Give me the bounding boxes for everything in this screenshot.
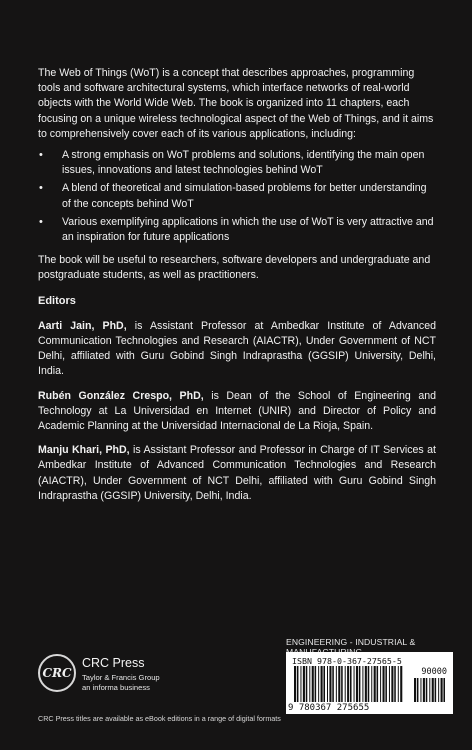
list-item-text: Various exemplifying applications in which the use of WoT is very attractive and an inspiration for future applications: [62, 215, 434, 244]
editor-description: is Assistant Professor at Ambedkar Institute of Advanced Communication Technologies and Research (AIACTR), Under Government of NCT Delhi, affiliated with Guru Gobind Singh Indraprastha (GGSIP) University, Delhi, India.: [38, 319, 436, 378]
editor-name: Rubén González Crespo, PhD,: [38, 389, 204, 402]
bullet-icon: •: [39, 182, 43, 195]
back-cover-text: [38, 66, 436, 513]
editor-name: Manju Khari, PhD,: [38, 444, 130, 457]
editor-name: Aarti Jain, PhD,: [38, 319, 127, 332]
editor-bio: [38, 319, 436, 380]
isbn-barcode: [286, 652, 453, 714]
publisher-informa: an informa business: [82, 683, 150, 692]
editors-heading: Editors: [38, 294, 76, 307]
crc-logo-icon: CRC: [38, 654, 76, 692]
price-code: 90000: [421, 667, 447, 677]
bullet-icon: •: [39, 215, 43, 228]
usefulness-paragraph: The book will be useful to researchers, software developers and undergraduate and postgraduate students, as well as practitioners.: [38, 254, 431, 282]
list-item: [38, 181, 436, 211]
list-item: [38, 215, 436, 245]
subject-category: ENGINEERING - INDUSTRIAL &: [286, 637, 416, 647]
publisher-group: Taylor & Francis Group: [82, 673, 160, 682]
intro-paragraph: The Web of Things (WoT) is a concept that describes approaches, programming tools and software architectural systems, which interface networks of real-world objects with the World Wide Web. The book is organized into 11 chapters, each focusing on a unique wireless technological aspect of the Web of Things, and it aims to comprehensively cover each of its various applications, including:: [38, 67, 434, 140]
ebook-note: CRC Press titles are available as eBook editions in a range of digital formats: [38, 714, 281, 723]
editor-description: is Assistant Professor and Professor in Charge of IT Services at Ambedkar Institute of Advanced Communication Technologies and Research (AIACTR), Under Government of NCT Delhi, affiliated with Guru Gobind Singh Indraprastha (GGSIP) University, Delhi, India.: [38, 444, 436, 502]
editor-description: is Dean of the School of Engineering and Technology at La Universidad en Internet (UNIR) and Director of Policy and Academic Planning at the Universidad Internacional de La Rioja, Spain.: [38, 389, 436, 433]
list-item: [38, 148, 436, 178]
isbn-text: ISBN 978-0-367-27565-5: [292, 656, 402, 666]
barcode-digits: 9 780367 275655: [288, 703, 370, 713]
list-item-text: A strong emphasis on WoT problems and solutions, identifying the main open issues, innovations and latest technologies behind WoT: [62, 149, 425, 177]
bullet-icon: •: [39, 149, 43, 162]
editor-bio: [38, 389, 436, 435]
feature-list: [38, 148, 436, 245]
editor-bio: [38, 443, 436, 504]
list-item-text: A blend of theoretical and simulation-based problems for better understanding of the concepts behind WoT: [62, 182, 427, 210]
publisher-name: CRC Press: [82, 656, 145, 670]
